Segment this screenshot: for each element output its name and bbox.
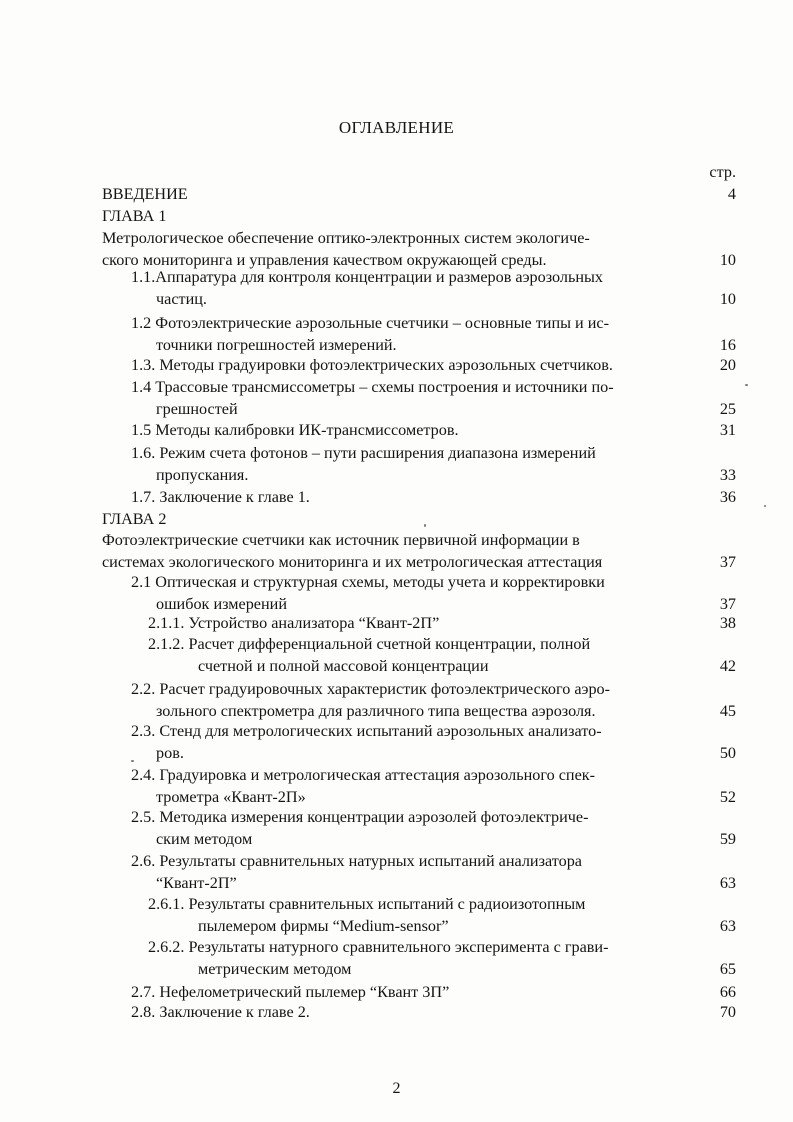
toc-entry-text: 2.6.1. Результаты сравнительных испытаний с радиоизотопным xyxy=(148,895,586,913)
toc-entry-text: Метрологическое обеспечение оптико-электронных систем экологиче- xyxy=(102,229,590,247)
toc-entry-page: 70 xyxy=(719,1003,736,1021)
toc-entry-page: 10 xyxy=(719,250,736,269)
toc-entry-text: 1.2 Фотоэлектрические аэрозольные счетчики – основные типы и ис- xyxy=(131,314,610,332)
toc-entry-text: зольного спектрометра для различного типа вещества аэрозоля. xyxy=(156,701,596,720)
toc-entry-text: частиц. xyxy=(156,289,207,308)
toc-entry-text: 1.7. Заключение к главе 1. xyxy=(131,488,310,506)
toc-entry-page: 45 xyxy=(719,701,736,720)
toc-entry-text: 1.4 Трассовые трансмиссометры – схемы построения и источники по- xyxy=(131,378,614,396)
toc-entry-text: Фотоэлектрические счетчики как источник первичной информации в xyxy=(102,531,580,549)
page-column-label: стр. xyxy=(709,163,736,181)
toc-entry-text: ВВЕДЕНИЕ xyxy=(102,185,188,203)
toc-entry-text: 1.1.Аппаратура для контроля концентрации и размеров аэрозольных xyxy=(131,268,603,286)
toc-entry-text: 2.6. Результаты сравнительных натурных испытаний анализатора xyxy=(131,852,582,870)
scan-speck xyxy=(424,524,426,527)
toc-entry-page: 10 xyxy=(719,289,736,308)
toc-entry-text: 2.5. Методика измерения концентрации аэрозолей фотоэлектриче- xyxy=(131,808,589,826)
toc-entry-text: грешностей xyxy=(156,399,238,418)
toc-entry-page: 36 xyxy=(719,488,736,506)
toc-entry-page: 33 xyxy=(719,465,736,484)
scan-speck xyxy=(764,505,766,507)
scan-speck xyxy=(131,760,134,762)
toc-entry-text: пылемером фирмы “Medium-sensor” xyxy=(198,916,449,935)
toc-entry-text: точники погрешностей измерений. xyxy=(156,335,397,354)
toc-entry-page: 59 xyxy=(719,829,736,848)
toc-entry-text: 2.1.1. Устройство анализатора “Квант-2П” xyxy=(148,614,440,632)
toc-entry-page: 20 xyxy=(719,356,736,374)
toc-entry-text: метрическим методом xyxy=(198,959,352,978)
toc-entry-text: 2.1 Оптическая и структурная схемы, методы учета и корректировки xyxy=(131,573,605,591)
toc-entry-text: 2.4. Градуировка и метрологическая аттестация аэрозольного спек- xyxy=(131,766,596,784)
toc-entry-page: 37 xyxy=(719,594,736,613)
toc-entry-text: ров. xyxy=(156,743,184,762)
toc-entry-text: “Квант-2П” xyxy=(156,873,237,892)
toc-entry-text: системах экологического мониторинга и их метрологическая аттестация xyxy=(102,552,603,571)
toc-entry-page: 37 xyxy=(719,552,736,571)
toc-entry-text: ским методом xyxy=(156,829,253,848)
toc-entry-text: 2.6.2. Результаты натурного сравнительного эксперимента с грави- xyxy=(148,938,609,956)
toc-title: ОГЛАВЛЕНИЕ xyxy=(338,118,455,137)
toc-entry-text: 1.3. Методы градуировки фотоэлектрических аэрозольных счетчиков. xyxy=(131,356,613,374)
toc-entry-page: 65 xyxy=(719,959,736,978)
toc-entry-text: ского мониторинга и управления качеством окружающей среды. xyxy=(102,250,547,269)
toc-entry-text: 2.8. Заключение к главе 2. xyxy=(131,1003,310,1021)
toc-entry-page: 63 xyxy=(719,916,736,935)
toc-entry-page: 50 xyxy=(719,743,736,762)
toc-entry-text: 2.3. Стенд для метрологических испытаний аэрозольных анализато- xyxy=(131,722,602,740)
toc-entry-page: 63 xyxy=(719,873,736,892)
toc-entry-page: 31 xyxy=(719,421,736,439)
toc-entry-text: счетной и полной массовой концентрации xyxy=(198,656,489,675)
page-number: 2 xyxy=(392,1080,401,1097)
toc-entry-text: ГЛАВА 2 xyxy=(102,510,167,528)
toc-entry-page: 38 xyxy=(719,614,736,632)
toc-entry-text: ГЛАВА 1 xyxy=(102,207,167,225)
toc-entry-text: 2.2. Расчет градуировочных характеристик фотоэлектрического аэро- xyxy=(131,680,611,698)
toc-entry-page: 25 xyxy=(719,399,736,418)
scan-speck xyxy=(745,384,748,386)
toc-entry-page: 16 xyxy=(719,335,736,354)
toc-entry-text: ошибок измерений xyxy=(156,594,287,613)
toc-entry-text: 2.7. Нефелометрический пылемер “Квант 3П” xyxy=(131,983,450,1001)
toc-entry-page: 66 xyxy=(719,983,736,1001)
toc-entry-page: 42 xyxy=(719,656,736,675)
toc-entry-text: 1.6. Режим счета фотонов – пути расширения диапазона измерений xyxy=(131,444,596,462)
toc-entry-text: 1.5 Методы калибровки ИК-трансмиссометров. xyxy=(131,421,459,439)
toc-entry-page: 52 xyxy=(719,787,736,806)
toc-entry-page: 4 xyxy=(727,185,736,203)
toc-entry-text: трометра «Квант-2П» xyxy=(156,787,306,806)
toc-entry-text: пропускания. xyxy=(156,465,249,484)
toc-entry-text: 2.1.2. Расчет дифференциальной счетной концентрации, полной xyxy=(148,635,591,653)
